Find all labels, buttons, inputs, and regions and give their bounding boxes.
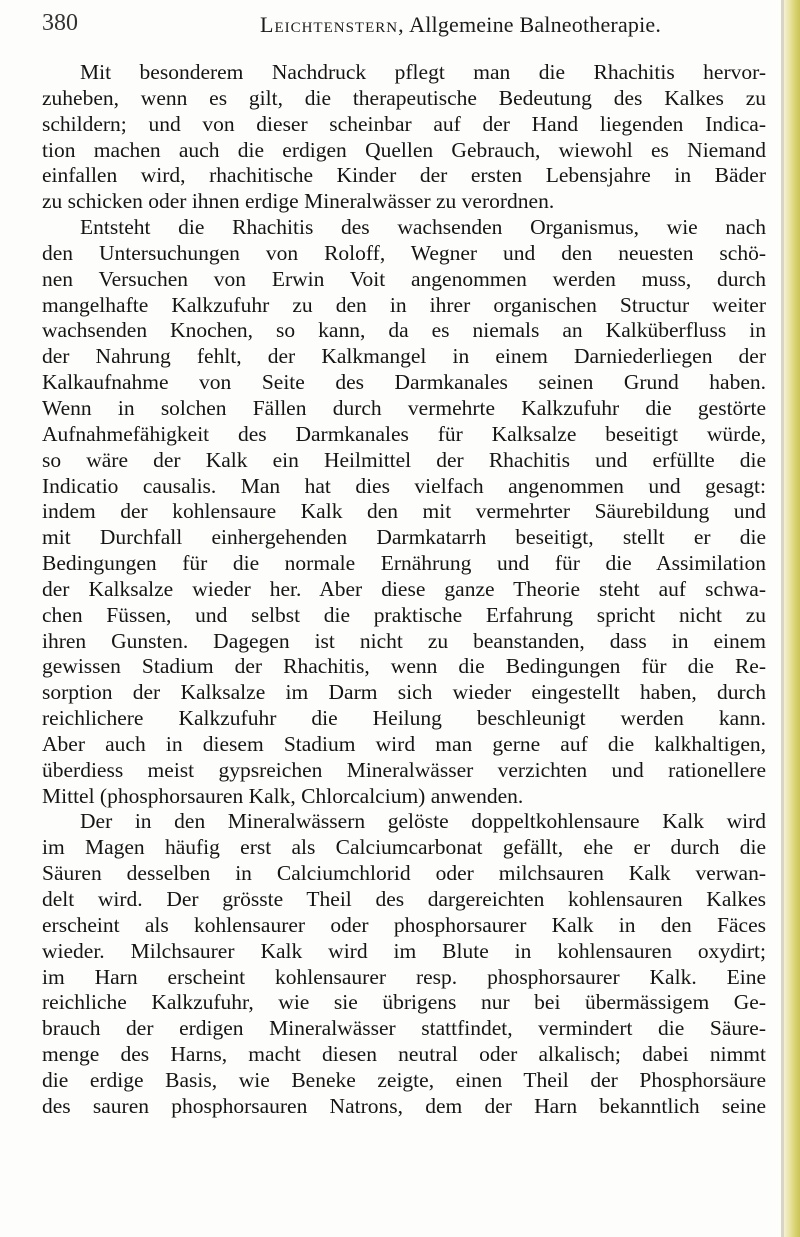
text-line: brauch der erdigen Mineralwässer stattfindet, vermindert die Säure- [42, 1016, 766, 1041]
text-line: zuheben, wenn es gilt, die therapeutische Bedeutung des Kalkes zu [42, 85, 766, 110]
text-line: Kalkaufnahme von Seite des Darmkanales seinen Grund haben. [42, 370, 766, 395]
text-line: den Untersuchungen von Roloff, Wegner und den neuesten schö- [42, 240, 766, 265]
text-line: der Nahrung fehlt, der Kalkmangel in einem Darniederliegen der [42, 344, 766, 369]
text-line: mangelhafte Kalkzufuhr zu den in ihrer organischen Structur weiter [42, 292, 766, 317]
text-line: Indicatio causalis. Man hat dies vielfach angenommen und gesagt: [42, 473, 766, 498]
text-line: delt wird. Der grösste Theil des dargereichten kohlensauren Kalkes [42, 887, 766, 911]
text-line: sorption der Kalksalze im Darm sich wieder eingestellt haben, durch [42, 680, 766, 705]
text-line: Bedingungen für die normale Ernährung und für die Assimilation [42, 551, 766, 576]
text-line: Aber auch in diesem Stadium wird man gerne auf die kalkhaltigen, [42, 731, 766, 756]
text-line: erscheint als kohlensaurer oder phosphorsaurer Kalk in den Fäces [42, 912, 766, 937]
text-line: des sauren phosphorsauren Natrons, dem der Harn bekanntlich seine [42, 1093, 766, 1118]
text-line: überdiess meist gypsreichen Mineralwässer verzichten und rationellere [42, 757, 766, 782]
running-head-author: Leichtenstern, [260, 12, 405, 37]
text-line: Der in den Mineralwässern gelöste doppeltkohlensaure Kalk wird [80, 809, 766, 834]
text-line: schildern; und von dieser scheinbar auf der Hand liegenden Indica- [42, 111, 766, 136]
running-head [260, 12, 661, 38]
text-line: menge des Harns, macht diesen neutral oder alkalisch; dabei nimmt [42, 1042, 766, 1067]
text-line: Wenn in solchen Fällen durch vermehrte Kalkzufuhr die gestörte [42, 395, 766, 420]
text-line: reichliche Kalkzufuhr, wie sie übrigens nur bei übermässigem Ge- [42, 990, 766, 1015]
text-line: im Magen häufig erst als Calciumcarbonat gefällt, ehe er durch die [42, 835, 766, 860]
running-head-title: Allgemeine Balneotherapie. [409, 12, 662, 37]
text-line: nen Versuchen von Erwin Voit angenommen werden muss, durch [42, 266, 766, 291]
page-header [42, 8, 762, 38]
text-line: Mit besonderem Nachdruck pflegt man die Rhachitis hervor- [80, 60, 766, 84]
body-text [42, 60, 766, 1120]
text-line: gewissen Stadium der Rhachitis, wenn die Bedingungen für die Re- [42, 654, 766, 679]
text-line: wieder. Milchsaurer Kalk wird im Blute in kohlensauren oxydirt; [42, 938, 766, 963]
text-line: indem der kohlensaure Kalk den mit vermehrter Säurebildung und [42, 499, 766, 524]
text-line: Aufnahmefähigkeit des Darmkanales für Kalksalze beseitigt würde, [42, 421, 766, 446]
text-line: ihren Gunsten. Dagegen ist nicht zu beanstanden, dass in einem [42, 628, 766, 653]
page-edge [784, 0, 800, 1237]
text-line: chen Füssen, und selbst die praktische Erfahrung spricht nicht zu [42, 602, 766, 627]
text-line: einfallen wird, rhachitische Kinder der ersten Lebensjahre in Bäder [42, 163, 766, 188]
text-line: mit Durchfall einhergehenden Darmkatarrh beseitigt, stellt er die [42, 525, 766, 550]
text-line: wachsenden Knochen, so kann, da es niemals an Kalküberfluss in [42, 318, 766, 343]
text-line: reichlichere Kalkzufuhr die Heilung beschleunigt werden kann. [42, 706, 766, 731]
text-line: Entsteht die Rhachitis des wachsenden Organismus, wie nach [80, 215, 766, 240]
page-number: 380 [42, 10, 78, 36]
text-line: Mittel (phosphorsauren Kalk, Chlorcalcium) anwenden. [42, 783, 524, 808]
text-line: im Harn erscheint kohlensaurer resp. phosphorsaurer Kalk. Eine [42, 964, 766, 989]
text-line: tion machen auch die erdigen Quellen Gebrauch, wiewohl es Niemand [42, 137, 766, 162]
text-line: so wäre der Kalk ein Heilmittel der Rhachitis und erfüllte die [42, 447, 766, 472]
text-line: Säuren desselben in Calciumchlorid oder milchsauren Kalk verwan- [42, 861, 766, 886]
text-line: die erdige Basis, wie Beneke zeigte, einen Theil der Phosphorsäure [42, 1067, 766, 1092]
text-line: der Kalksalze wieder her. Aber diese ganze Theorie steht auf schwa- [42, 576, 766, 601]
text-line: zu schicken oder ihnen erdige Mineralwässer zu verordnen. [42, 189, 555, 214]
